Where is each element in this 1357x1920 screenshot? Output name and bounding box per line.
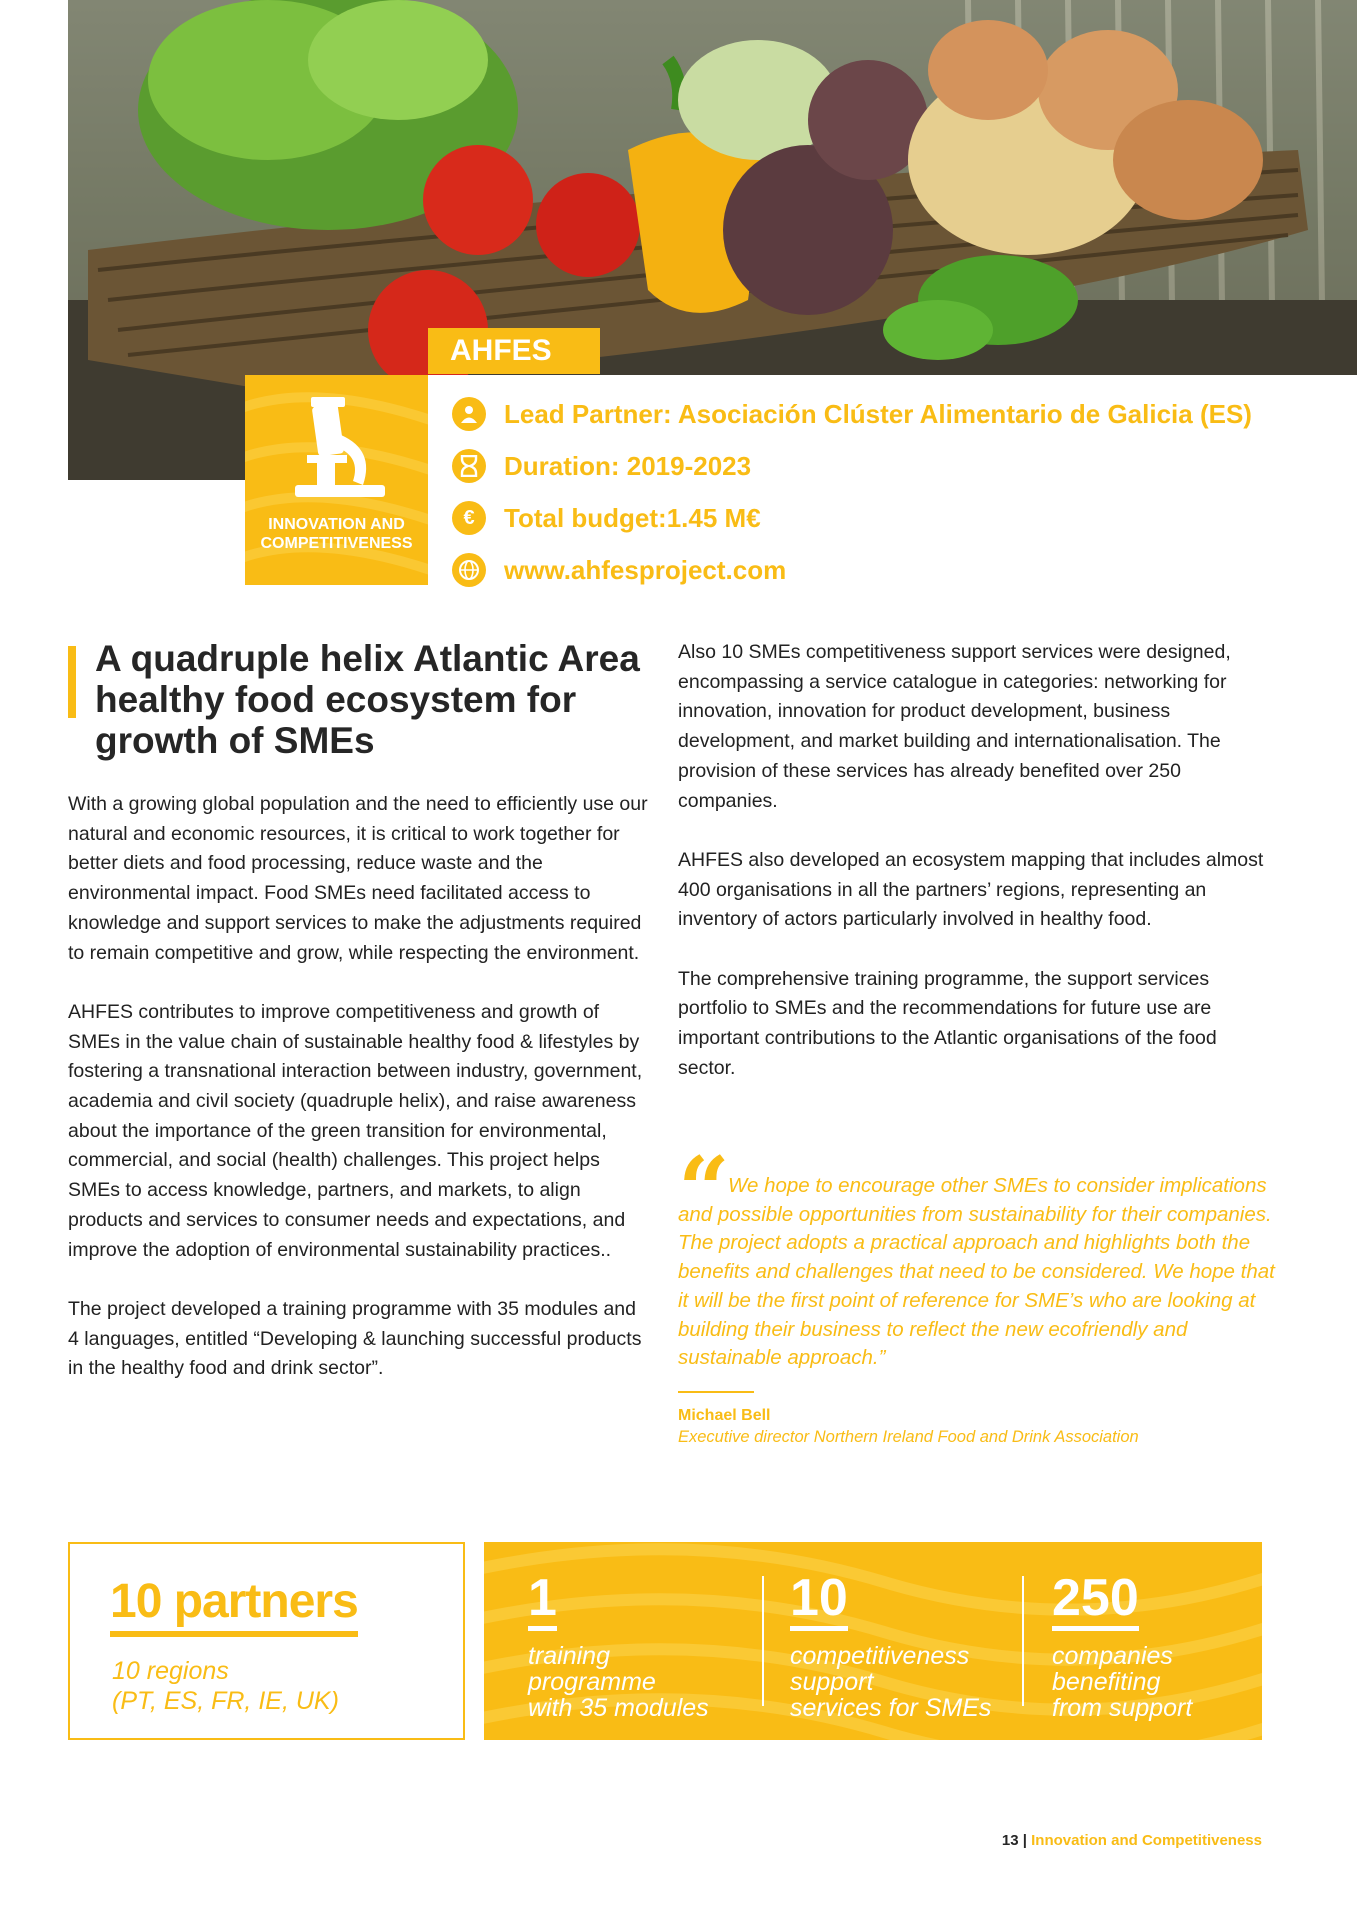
stat-companies bbox=[1052, 1570, 1262, 1721]
theme-label-line1: INNOVATION AND bbox=[268, 516, 405, 533]
testimonial-quote bbox=[678, 1137, 1278, 1447]
stat-number: 1 bbox=[528, 1570, 557, 1631]
person-icon bbox=[452, 397, 486, 431]
regions-list: (PT, ES, FR, IE, UK) bbox=[112, 1687, 339, 1715]
article-title: A quadruple helix Atlantic Area healthy food ecosystem for growth of SMEs bbox=[95, 638, 640, 761]
right-paragraph-3: The comprehensive training programme, the support services portfolio to SMEs and the recommendations for future use are important contributions to the Atlantic organisations of the food sector. bbox=[678, 967, 1217, 1079]
title-accent-bar bbox=[68, 646, 76, 718]
website-link[interactable]: www.ahfesproject.com bbox=[504, 554, 787, 585]
project-tag: AHFES bbox=[428, 328, 600, 374]
quote-mark-icon: “ bbox=[678, 1137, 730, 1243]
stats-band bbox=[484, 1542, 1262, 1740]
quote-text: We hope to encourage other SMEs to consider implications and possible opportunities from sustainability for their companies. The project adopts a practical approach and highlights both the benefits and challenges that need to be considered. We hope that it will be the first point of reference for SME’s who are looking at building their business to reflect the new ecofriendly and sustainable approach.” bbox=[678, 1174, 1275, 1370]
page-footer bbox=[1002, 1832, 1262, 1849]
stat-desc-line: benefiting bbox=[1052, 1668, 1161, 1696]
right-paragraph-2: AHFES also developed an ecosystem mapping that includes almost 400 organisations in all the partners’ regions, representing an inventory of actors particularly involved in healthy food. bbox=[678, 848, 1264, 931]
right-column bbox=[678, 638, 1278, 1113]
stat-training bbox=[528, 1570, 768, 1721]
footer-separator: | bbox=[1022, 1832, 1027, 1849]
stat-divider bbox=[762, 1576, 764, 1706]
meta-website bbox=[452, 544, 1252, 596]
theme-label-line2: COMPETITIVENESS bbox=[260, 535, 413, 552]
partners-stat-box bbox=[68, 1542, 465, 1740]
stat-desc-line: support bbox=[790, 1668, 874, 1696]
left-paragraph-3: The project developed a training programme with 35 modules and 4 languages, entitled “Developing & launching successful products in the healthy food and drink sector”. bbox=[68, 1297, 642, 1380]
left-paragraph-1: With a growing global population and the need to efficiently use our natural and economic resources, it is critical to work together for better diets and food processing, reduce waste and the environmental impact. Food SMEs need facilitated access to knowledge and support services to make the adjustments required to remain competitive and grow, while respecting the environment. bbox=[68, 793, 648, 964]
regions-count: 10 regions bbox=[112, 1657, 229, 1685]
stat-desc-line: with 35 modules bbox=[528, 1694, 709, 1722]
duration-text: Duration: 2019-2023 bbox=[504, 450, 752, 481]
quote-divider bbox=[678, 1391, 754, 1393]
partners-count: 10 partners bbox=[110, 1574, 358, 1637]
stat-desc-line: companies bbox=[1052, 1642, 1173, 1670]
meta-duration bbox=[452, 440, 1252, 492]
stat-number: 10 bbox=[790, 1570, 848, 1631]
left-column bbox=[68, 790, 648, 1414]
budget-text: Total budget:1.45 M€ bbox=[504, 502, 761, 533]
stat-desc-line: services for SMEs bbox=[790, 1694, 992, 1722]
meta-budget bbox=[452, 492, 1252, 544]
stat-desc-line: training bbox=[528, 1642, 610, 1670]
hourglass-icon bbox=[452, 449, 486, 483]
left-paragraph-2: AHFES contributes to improve competitiveness and growth of SMEs in the value chain of sustainable healthy food & lifestyles by fostering a transnational interaction between industry, government, academia and civil society (quadruple helix), and raise awareness about the importance of the green transition for environmental, commercial, and social (health) challenges. This project helps SMEs to access knowledge, partners, and markets, to align products and services to consumer needs and expectations, and improve the adoption of environmental sustainability practices.. bbox=[68, 1000, 643, 1261]
stat-number: 250 bbox=[1052, 1570, 1139, 1631]
regions-text bbox=[112, 1656, 339, 1716]
stat-desc-line: from support bbox=[1052, 1694, 1193, 1722]
theme-badge bbox=[245, 375, 428, 585]
meta-lead-partner bbox=[452, 388, 1252, 440]
section-name: Innovation and Competitiveness bbox=[1031, 1832, 1262, 1849]
quote-author-role: Executive director Northern Ireland Food and Drink Association bbox=[678, 1427, 1139, 1446]
stat-desc-line: competitiveness bbox=[790, 1642, 970, 1670]
right-paragraph-1: Also 10 SMEs competitiveness support services were designed, encompassing a service catalogue in categories: networking for innovation, innovation for product development, business development, and market building and internationalisation. The provision of these services has already benefited over 250 companies. bbox=[678, 641, 1231, 812]
stat-divider bbox=[1022, 1576, 1024, 1706]
page-number: 13 bbox=[1001, 1832, 1019, 1849]
quote-author-name: Michael Bell bbox=[678, 1406, 771, 1424]
euro-icon: € bbox=[452, 501, 486, 535]
stat-desc-line: programme bbox=[528, 1668, 656, 1696]
theme-label bbox=[245, 515, 428, 553]
lead-partner-text: Lead Partner: Asociación Clúster Alimentario de Galicia (ES) bbox=[504, 398, 1252, 429]
project-meta bbox=[452, 388, 1252, 596]
globe-icon bbox=[452, 553, 486, 587]
microscope-icon bbox=[245, 375, 428, 515]
stat-services bbox=[790, 1570, 1030, 1721]
